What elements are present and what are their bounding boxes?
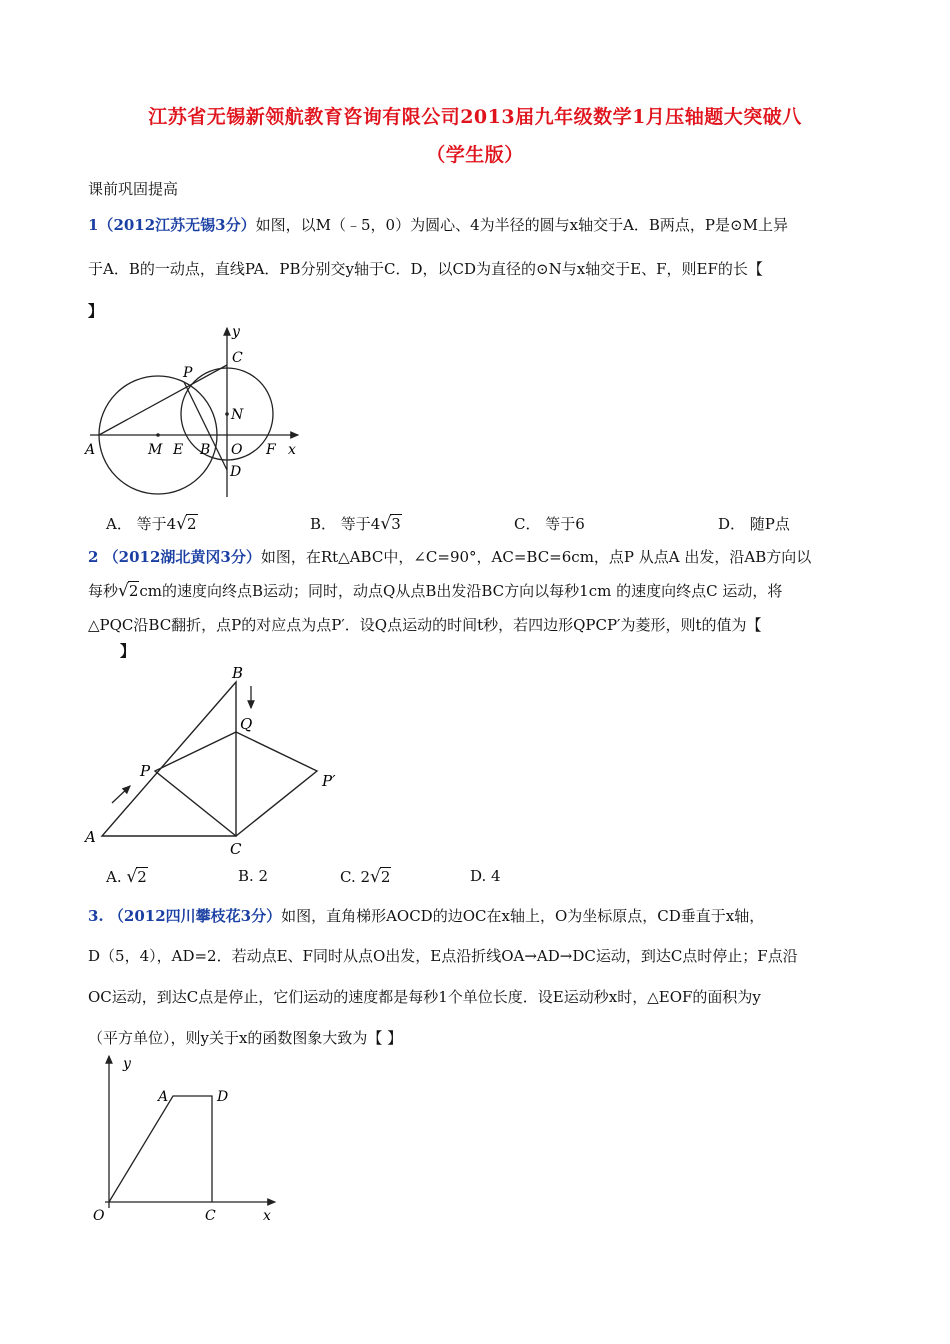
q3-line4: （平方单位），则y关于x的函数图象大致为【 】 xyxy=(88,1029,403,1047)
q1-text-1: 如图，以M（﹣5，0）为圆心、4为半径的圆与x轴交于A．B两点，P是⊙M上异 xyxy=(255,216,788,234)
q2-option-b[interactable]: B. 2 xyxy=(238,867,269,885)
q2-option-c[interactable] xyxy=(340,867,391,887)
q2-text-2b: cm的速度向终点B运动；同时，动点Q从点B出发沿BC方向以每秒1cm 的速度向终点C 运动，将 xyxy=(139,582,783,600)
q1-label-e: E xyxy=(173,442,184,458)
q2-label-b: B xyxy=(232,664,244,682)
q3-label-a: A xyxy=(158,1089,169,1105)
q1-line-pa xyxy=(99,365,227,435)
q1-number: 1（ xyxy=(88,216,114,234)
sqrt-icon: √2 xyxy=(126,867,147,887)
q3-number: 3. （ xyxy=(88,907,124,925)
q1-source: 2012江苏无锡3分） xyxy=(113,216,256,234)
doc-title-line1: 江苏省无锡新领航教育咨询有限公司2013届九年级数学1月压轴题大突破八 xyxy=(148,106,802,128)
sqrt-icon: √2 xyxy=(370,867,391,887)
q2-option-a[interactable] xyxy=(106,867,148,887)
q2-line2 xyxy=(88,580,782,601)
q2-option-c-text: C. 2 xyxy=(340,868,371,886)
q2-text-2a: 每秒 xyxy=(88,582,119,600)
sqrt-icon: √2 xyxy=(118,581,139,601)
q1-line3: 】 xyxy=(88,302,104,320)
q2-label-q: Q xyxy=(240,715,253,733)
q2-label-c: C xyxy=(230,840,242,858)
q2-label-p: P xyxy=(140,762,151,780)
q3-label-d: D xyxy=(217,1089,229,1105)
q3-line1 xyxy=(88,905,764,926)
q1-label-y: y xyxy=(232,324,240,340)
q1-option-b-text: B． 等于4 xyxy=(310,515,381,533)
q2-number: 2 （ xyxy=(88,548,119,566)
q1-option-c[interactable]: C． 等于6 xyxy=(514,515,585,533)
q3-label-y: y xyxy=(123,1056,131,1072)
q3-trapezoid xyxy=(109,1096,212,1202)
q3-label-o: O xyxy=(93,1208,105,1224)
q1-label-b: B xyxy=(200,442,211,458)
q2-label-p-prime: P′ xyxy=(322,772,336,790)
sqrt-icon: √2 xyxy=(176,514,197,534)
q3-label-x: x xyxy=(263,1208,271,1224)
section-heading: 课前巩固提高 xyxy=(88,180,179,198)
q1-label-c: C xyxy=(232,350,243,366)
doc-title-line2: （学生版） xyxy=(426,144,524,166)
q1-label-d: D xyxy=(230,464,242,480)
q2-figure xyxy=(80,662,360,862)
q2-line1 xyxy=(88,546,811,567)
q3-source: 2012四川攀枝花3分） xyxy=(123,907,282,925)
q2-text-1: 如图，在Rt△ABC中，∠C=90°，AC=BC=6cm，点P 从点A 出发，沿AB方向以 xyxy=(260,548,812,566)
q1-label-n: N xyxy=(231,407,244,423)
q2-label-a: A xyxy=(85,828,96,846)
q1-label-f: F xyxy=(266,442,276,458)
q1-label-p: P xyxy=(183,365,193,381)
q1-line1 xyxy=(88,214,788,235)
q1-label-x: x xyxy=(288,442,296,458)
q1-option-a[interactable] xyxy=(106,513,198,534)
q1-option-b[interactable] xyxy=(310,513,402,534)
q3-text-1: 如图，直角梯形AOCD的边OC在x轴上，O为坐标原点，CD垂直于x轴， xyxy=(281,907,765,925)
q2-triangle-abc xyxy=(102,682,236,836)
q3-figure xyxy=(85,1048,295,1228)
q3-line2: D（5，4），AD=2．若动点E、F同时从点O出发，E点沿折线OA→AD→DC运动，到达C点时停止；F点沿 xyxy=(88,947,798,965)
q1-label-o: O xyxy=(231,442,243,458)
q2-source: 2012湖北黄冈3分） xyxy=(118,548,261,566)
sqrt-icon: √3 xyxy=(380,514,401,534)
q1-figure xyxy=(80,322,310,502)
q3-label-c: C xyxy=(205,1208,216,1224)
q2-line4: 】 xyxy=(120,642,136,660)
q1-label-m: M xyxy=(148,442,163,458)
q1-option-a-text: A． 等于4 xyxy=(106,515,177,533)
q1-line2: 于A．B的一动点，直线PA．PB分别交y轴于C．D，以CD为直径的⊙N与x轴交于E、F，则EF的长【 xyxy=(88,260,763,278)
q2-option-a-text: A. xyxy=(106,868,127,886)
q1-label-a: A xyxy=(85,442,96,458)
q2-arrow-p xyxy=(112,786,130,803)
q1-option-d[interactable]: D． 随P点 xyxy=(718,515,790,533)
q2-option-d[interactable]: D. 4 xyxy=(470,867,501,885)
q2-line3: △PQC沿BC翻折，点P的对应点为点P′．设Q点运动的时间t秒，若四边形QPCP′为菱形，则t的值为【 xyxy=(88,616,762,634)
q3-line3: OC运动，到达C点是停止，它们运动的速度都是每秒1个单位长度．设E运动秒x时，△EOF的面积为y xyxy=(88,988,761,1006)
